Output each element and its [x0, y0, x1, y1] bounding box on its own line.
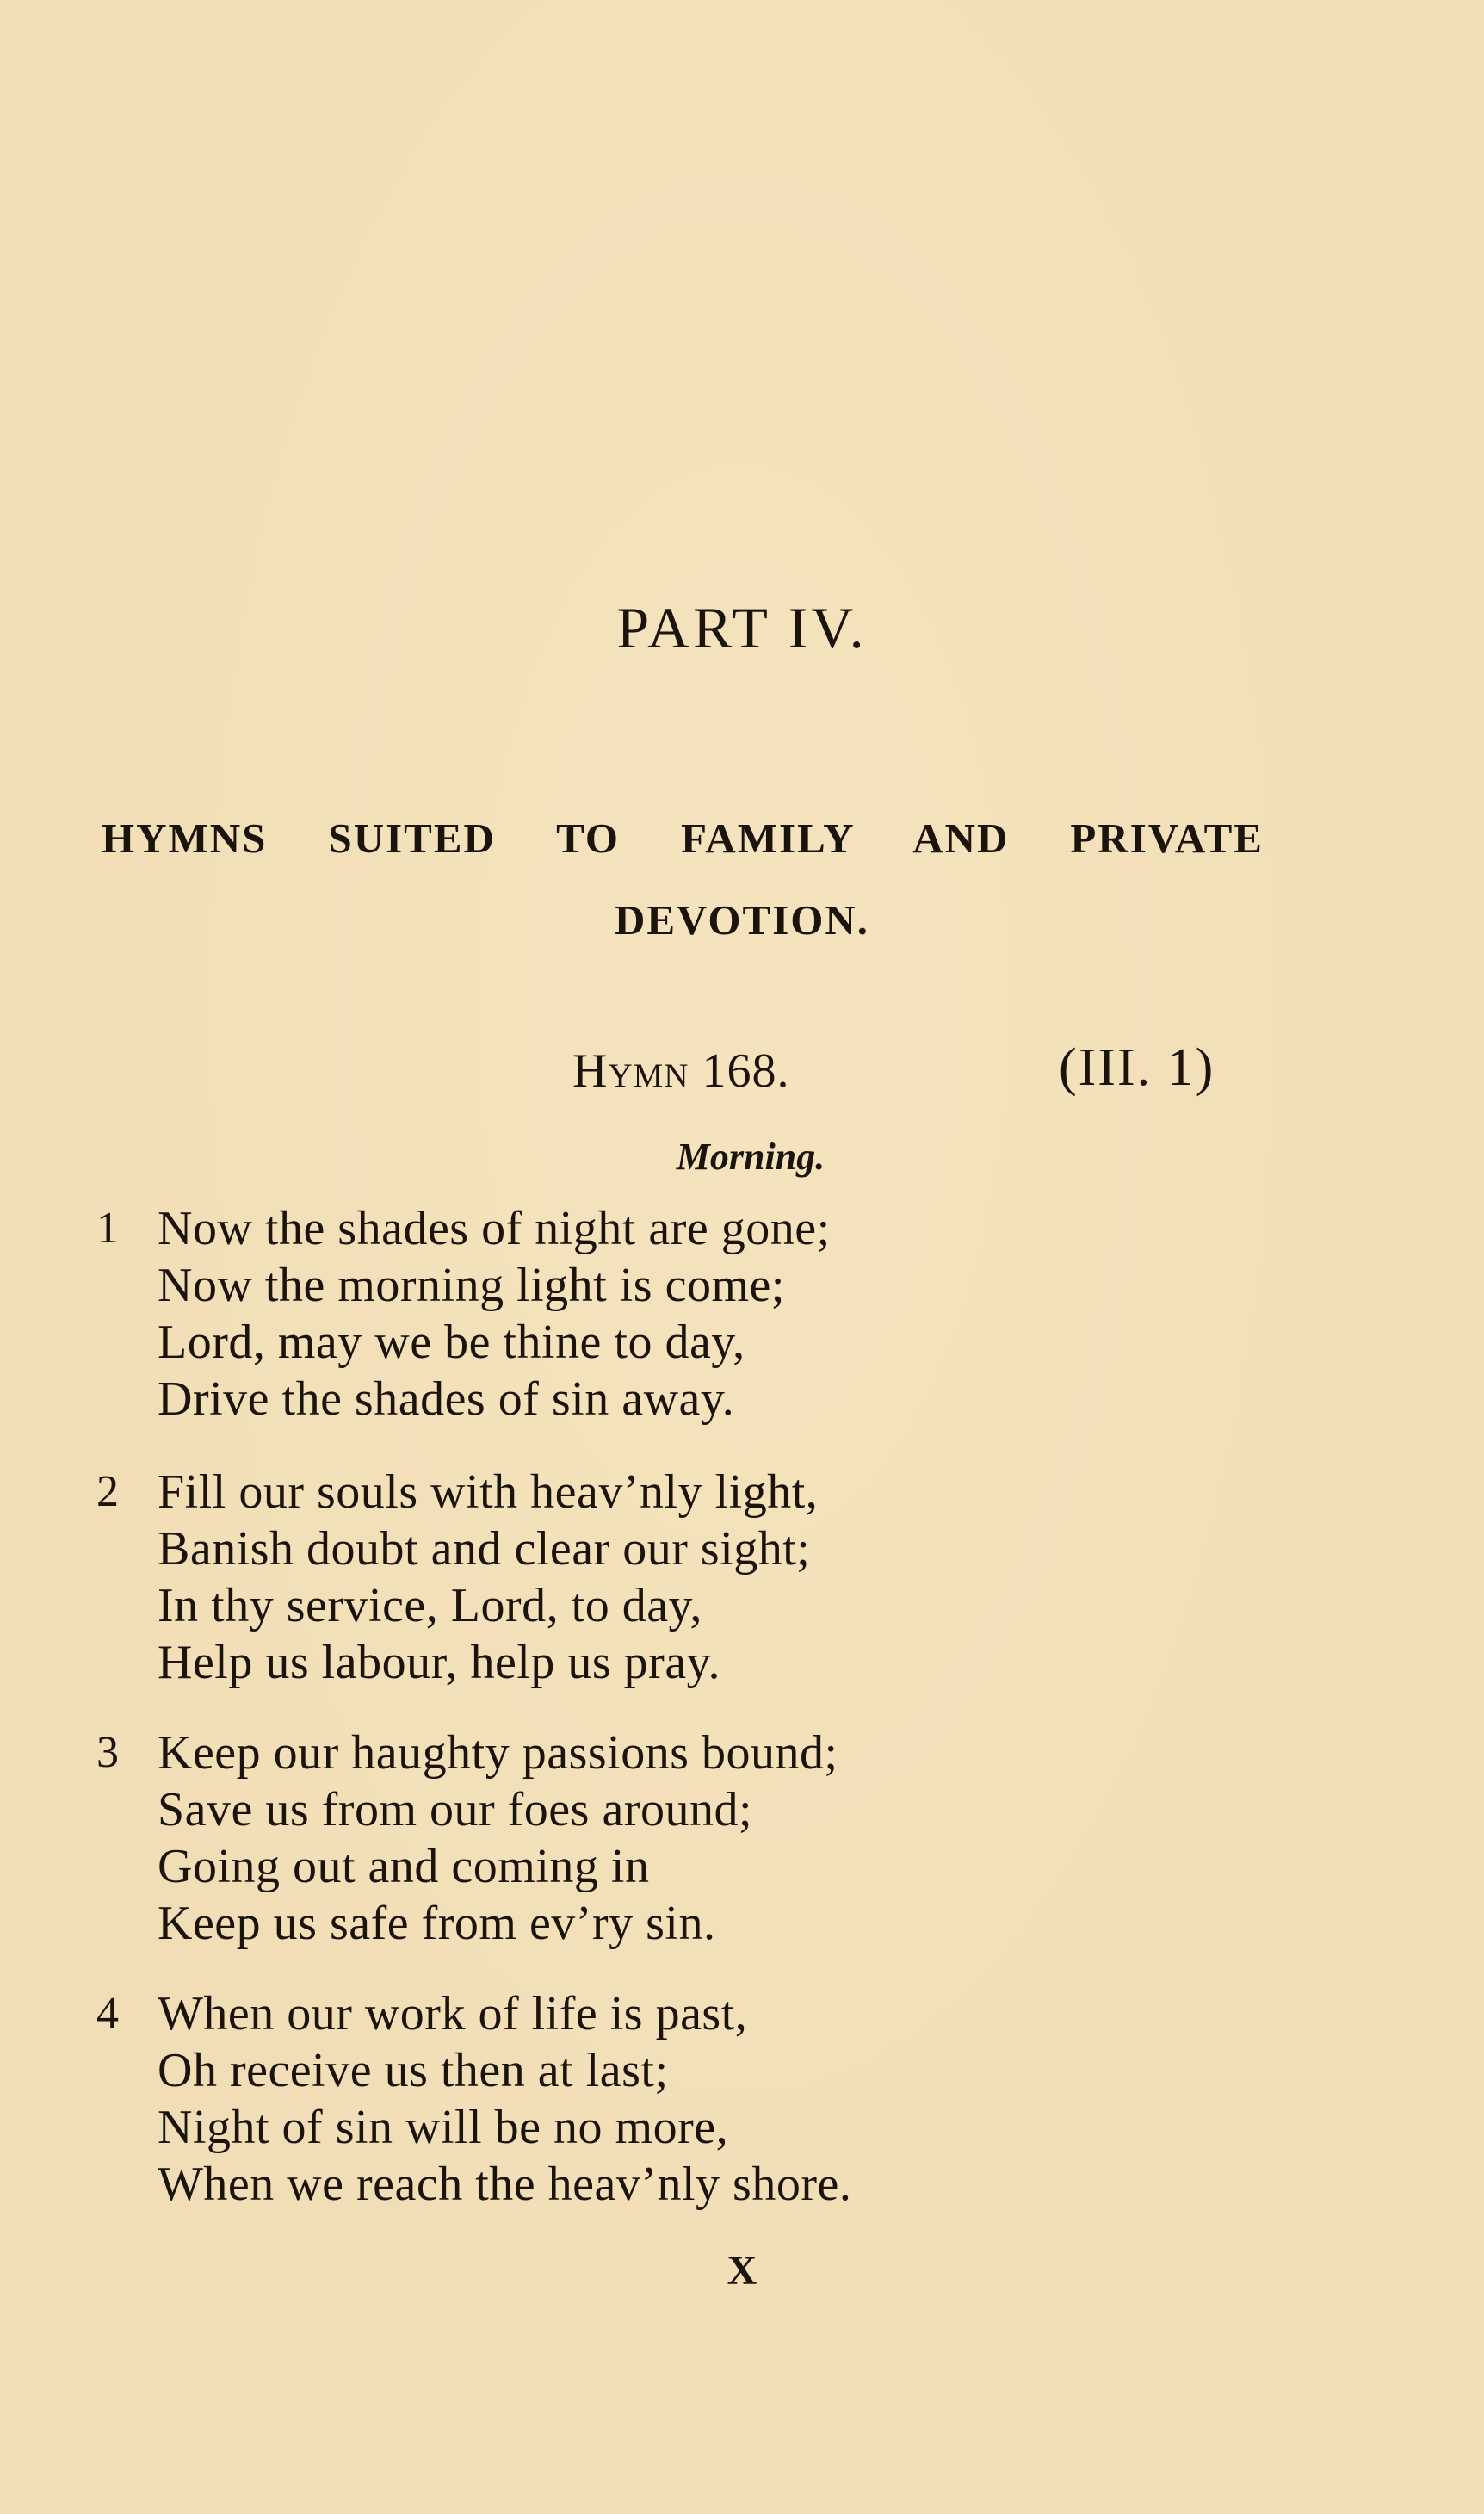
stanza-number: 3 [96, 1728, 119, 1777]
verse-line: Now the shades of night are gone; [158, 1202, 831, 1255]
verse-line: Going out and coming in [158, 1840, 650, 1893]
verse-line: Help us labour, help us pray. [158, 1636, 721, 1689]
verse-line: Fill our souls with heav’nly light, [158, 1465, 819, 1519]
stanza-number: 2 [96, 1467, 119, 1516]
signature-mark: X [727, 2248, 757, 2294]
verse-line: Now the morning light is come; [158, 1259, 785, 1312]
verse-line: Keep us safe from ev’ry sin. [158, 1897, 716, 1950]
verse-line: Night of sin will be no more, [158, 2101, 729, 2154]
verse-line: Save us from our foes around; [158, 1783, 753, 1836]
hymn-number: Hymn 168. [572, 1044, 790, 1098]
stanza-number: 1 [96, 1204, 119, 1253]
part-title: PART IV. [616, 595, 868, 660]
verse-line: When we reach the heav’nly shore. [158, 2158, 852, 2211]
hymn-subtitle: Morning. [676, 1136, 825, 1178]
verse-line: Lord, may we be thine to day, [158, 1316, 745, 1369]
section-title-continued: DEVOTION. [614, 896, 870, 944]
verse-line: Keep our haughty passions bound; [158, 1726, 838, 1780]
tune-reference: (III. 1) [1059, 1038, 1215, 1097]
verse-line: Banish doubt and clear our sight; [158, 1522, 811, 1576]
verse-line: In thy service, Lord, to day, [158, 1579, 702, 1632]
verse-line: When our work of life is past, [158, 1987, 748, 2040]
verse-line: Oh receive us then at last; [158, 2044, 669, 2097]
verse-line: Drive the shades of sin away. [158, 1372, 735, 1426]
section-title: HYMNS SUITED TO FAMILY AND PRIVATE [102, 814, 1264, 862]
stanza-number: 4 [96, 1989, 119, 2038]
